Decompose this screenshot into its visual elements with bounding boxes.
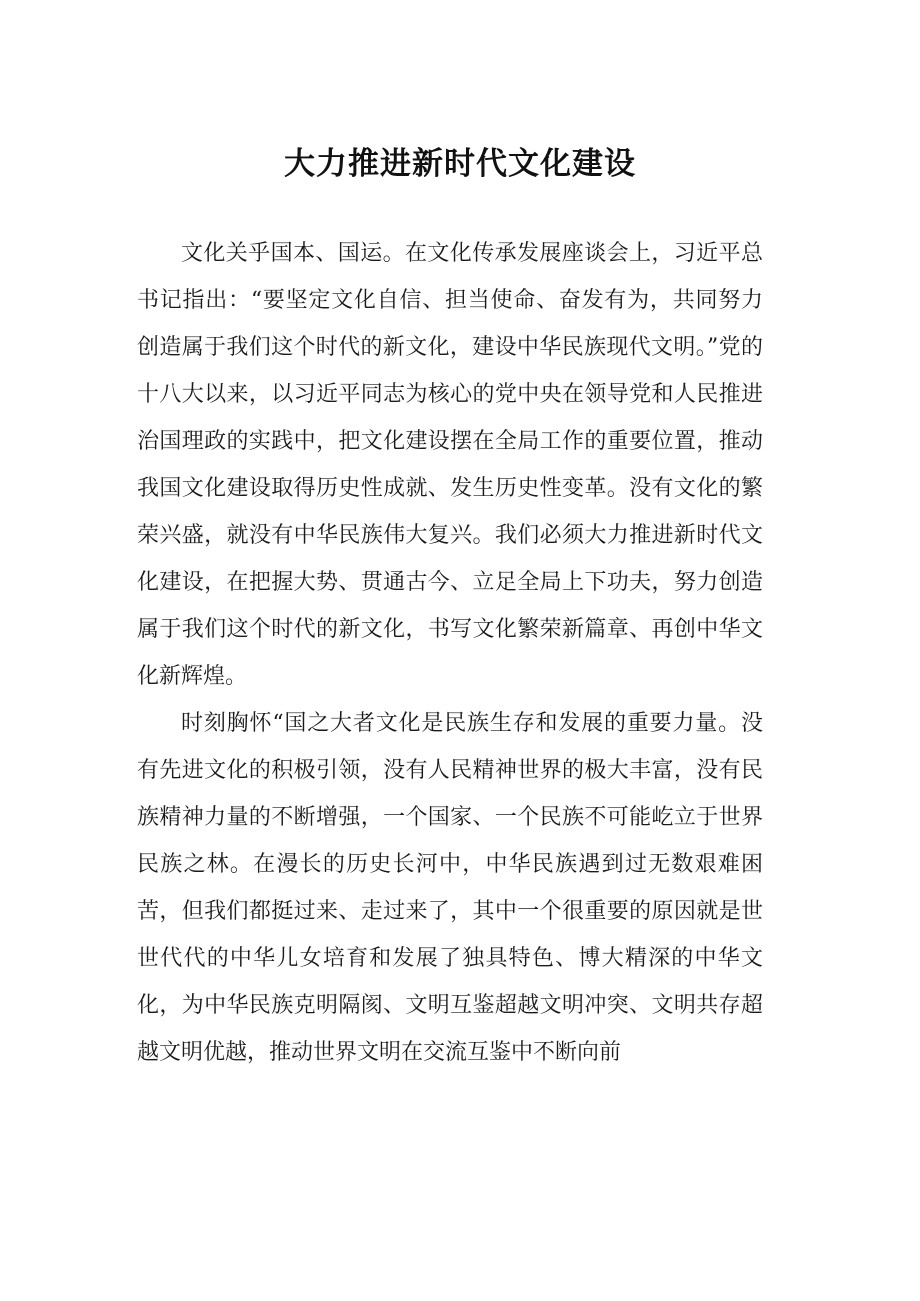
paragraph-2: 时刻胸怀“国之大者文化是民族生存和发展的重要力量。没有先进文化的积极引领，没有人民精神世界的极大丰富，没有民族精神力量的不断增强，一个国家、一个民族不可能屹立于世界民族之林。在漫长的历史长河中，中华民族遇到过无数艰难困苦，但我们都挺过来、走过来了，其中一个很重要的原因就是世世代代的中华儿女培育和发展了独具特色、博大精深的中华文化，为中华民族克明隔阂、文明互鉴超越文明冲突、文明共存超越文明优越，推动世界文明在交流互鉴中不断向前 [137,711,763,1065]
document-title: 大力推进新时代文化建设 [284,146,636,182]
document-body [137,230,763,1076]
paragraph-1: 文化关乎国本、国运。在文化传承发展座谈会上，习近平总书记指出：“要坚定文化自信、担当使命、奋发有为，共同努力创造属于我们这个时代的新文化，建设中华民族现代文明。”党的十八大以来，以习近平同志为核心的党中央在领导党和人民推进治国理政的实践中，把文化建设摆在全局工作的重要位置，推动我国文化建设取得历史性成就、发生历史性变革。没有文化的繁荣兴盛，就没有中华民族伟大复兴。我们必须大力推进新时代文化建设，在把握大势、贯通古今、立足全局上下功夫，努力创造属于我们这个时代的新文化，书写文化繁荣新篇章、再创中华文化新辉煌。 [137,241,763,689]
